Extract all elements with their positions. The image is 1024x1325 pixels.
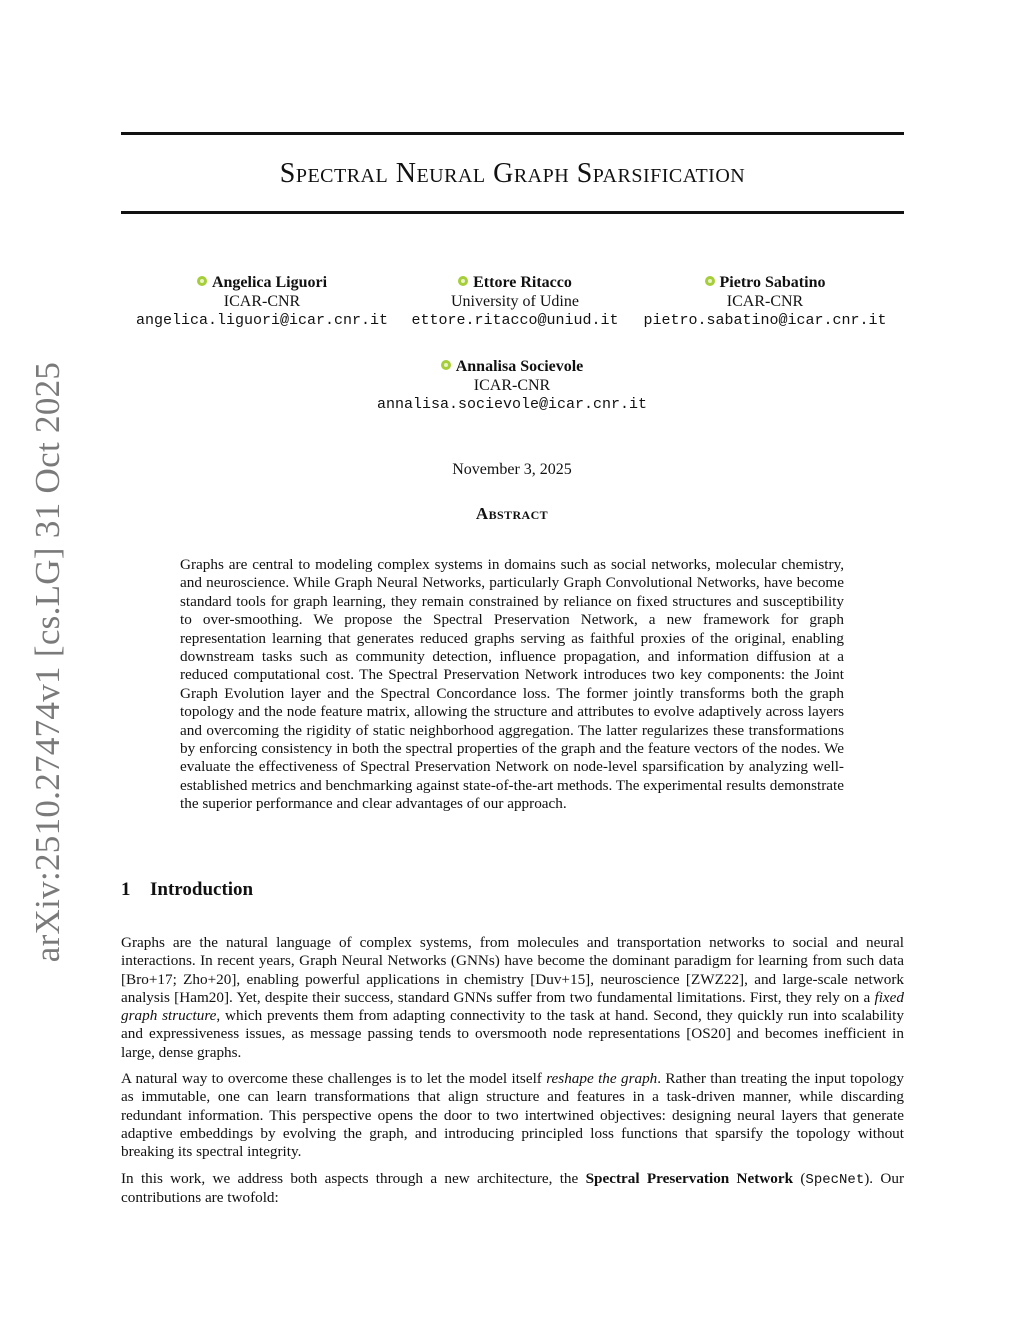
paper-title	[121, 158, 904, 190]
arxiv-identifier: arXiv:2510.27474v1 [cs.LG] 31 Oct 2025	[28, 361, 67, 963]
author-block	[362, 357, 662, 414]
author-name: Annalisa Socievole	[362, 357, 662, 376]
introduction-body	[121, 934, 904, 1215]
author-email[interactable]: annalisa.socievole@icar.cnr.it	[376, 396, 648, 413]
author-block	[395, 273, 635, 330]
title-bottom-rule	[121, 211, 904, 214]
title-word: Neural	[395, 158, 486, 189]
author-affiliation: ICAR-CNR	[726, 293, 804, 310]
title-word: Sparsification	[576, 158, 746, 189]
section-heading	[121, 879, 253, 901]
author-email[interactable]: pietro.sabatino@icar.cnr.it	[643, 312, 887, 329]
section-title: Introduction	[150, 879, 254, 900]
section-number: 1	[121, 879, 131, 900]
abstract-heading: Abstract	[475, 504, 549, 523]
orcid-icon[interactable]	[441, 360, 451, 370]
author-block	[630, 273, 900, 330]
orcid-icon[interactable]	[705, 276, 715, 286]
paragraph: A natural way to overcome these challenges is to let the model itself reshape the graph. Rather than treating the input topology as immutable, one can learn transformations that align structure and features in a task-driven manner, while discarding redundant information. This perspective opens the door to two intertwined objectives: designing neural layers that generate adaptive embeddings by evolving the graph, and introducing principled loss functions that sparsify the topology without breaking its spectral integrity.	[121, 1070, 904, 1161]
title-word: Graph	[493, 158, 570, 189]
author-name: Angelica Liguori	[122, 273, 402, 292]
paragraph: In this work, we address both aspects through a new architecture, the Spectral Preservation Network (SpecNet). Our contributions are twofold:	[121, 1169, 905, 1206]
author-name: Ettore Ritacco	[395, 273, 635, 292]
author-name: Pietro Sabatino	[630, 273, 900, 292]
orcid-icon[interactable]	[458, 276, 468, 286]
title-top-rule	[121, 132, 904, 135]
orcid-icon[interactable]	[197, 276, 207, 286]
abstract-text: Graphs are central to modeling complex systems in domains such as social networks, molecular chemistry, and neuroscience. While Graph Neural Networks, particularly Graph Convolutional Networks, have become standard tools for graph learning, they remain constrained by reliance on fixed structures and susceptibility to over-smoothing. We propose the Spectral Preservation Network, a new framework for graph representation learning that generates reduced graphs serving as faithful proxies of the original, enabling downstream tasks such as community detection, influence propagation, and information diffusion at a reduced computational cost. The Spectral Preservation Network introduces two key components: the Joint Graph Evolution layer and the Spectral Concordance loss. The former jointly transforms both the graph topology and the node feature matrix, allowing the structure and attributes to evolve adaptively across layers and overcoming the rigidity of static neighborhood aggregation. The latter regularizes these transformations by enforcing consistency in both the spectral properties of the graph and the feature vectors of the nodes. We evaluate the effectiveness of Spectral Preservation Network on node-level sparsification by analyzing well-established metrics and benchmarking against state-of-the-art methods. The experimental results demonstrate the superior performance and clear advantages of our approach.	[180, 556, 844, 813]
author-email[interactable]: angelica.liguori@icar.cnr.it	[135, 312, 389, 329]
paragraph: Graphs are the natural language of complex systems, from molecules and transportation networks to social and neural interactions. In recent years, Graph Neural Networks (GNNs) have become the dominant paradigm for learning from such data [Bro+17; Zho+20], enabling powerful applications in chemistry [Duv+15], neuroscience [ZWZ22], and large-scale network analysis [Ham20]. Yet, despite their success, standard GNNs suffer from two fundamental limitations. First, they rely on a fixed graph structure, which prevents them from adapting connectivity to the task at hand. Second, they quickly run into scalability and expressiveness issues, as message passing tends to oversmooth node representations [OS20] and becomes inefficient in large, dense graphs.	[121, 934, 904, 1061]
author-affiliation: University of Udine	[451, 293, 579, 310]
author-affiliation: ICAR-CNR	[223, 293, 301, 310]
author-affiliation: ICAR-CNR	[473, 377, 551, 394]
author-email[interactable]: ettore.ritacco@uniud.it	[411, 312, 619, 329]
title-word: Spectral	[279, 158, 389, 189]
paper-date: November 3, 2025	[452, 461, 572, 478]
author-block	[122, 273, 402, 330]
